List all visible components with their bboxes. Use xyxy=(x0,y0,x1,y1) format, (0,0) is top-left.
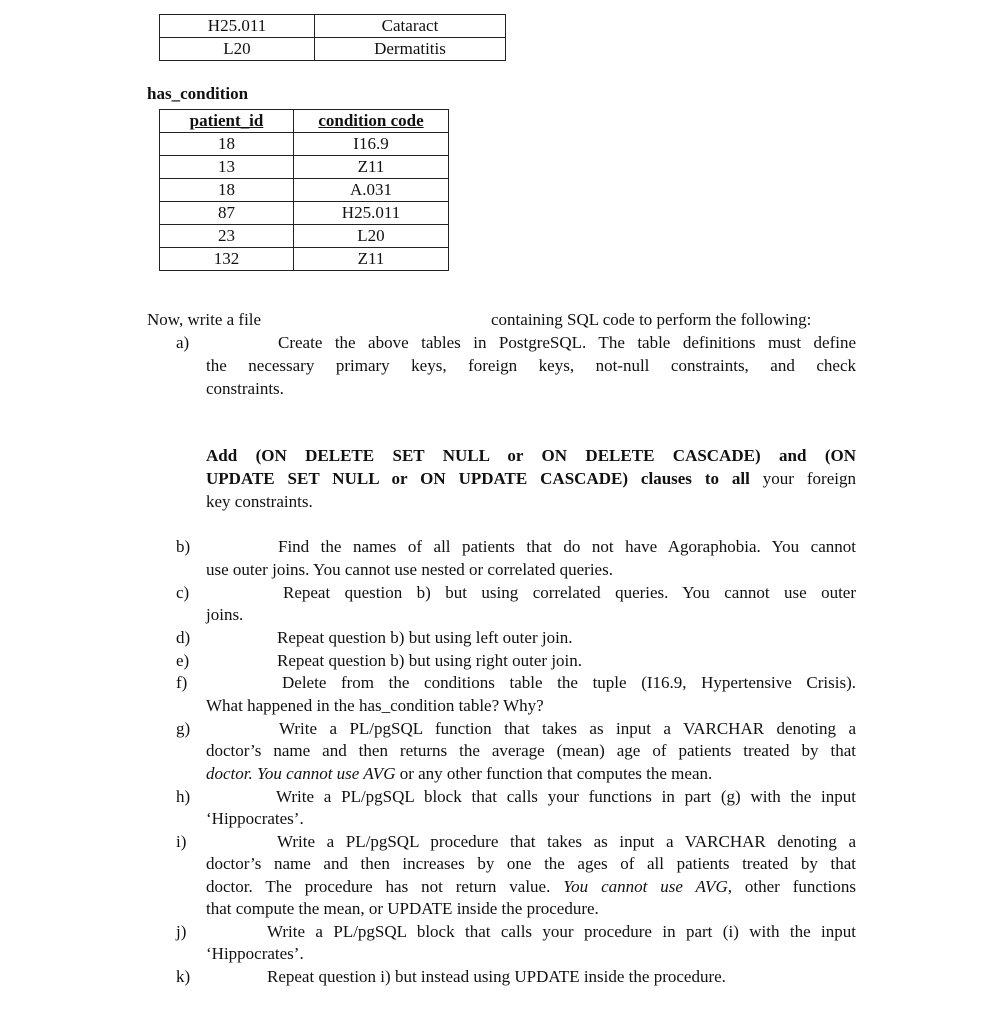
question-d-line1: Repeat question b) but using left outer join. xyxy=(277,628,573,647)
table-cell: 87 xyxy=(160,202,294,225)
table-cell: 18 xyxy=(160,179,294,202)
table-cell: 132 xyxy=(160,248,294,271)
column-header: patient_id xyxy=(160,110,294,133)
question-c-line2: joins. xyxy=(206,605,244,624)
question-i-label: i) xyxy=(176,832,187,851)
table-cell: I16.9 xyxy=(294,133,449,156)
question-c-line1: Repeat question b) but using correlated queries. You cannot use outer xyxy=(283,583,856,602)
table-row xyxy=(160,179,449,202)
table-cell: 23 xyxy=(160,225,294,248)
question-b-line2: use outer joins. You cannot use nested or correlated queries. xyxy=(206,560,613,579)
table-cell: L20 xyxy=(294,225,449,248)
plain-text: doctor. The procedure has not return value. xyxy=(206,877,564,896)
question-e-line1: Repeat question b) but using right outer join. xyxy=(277,651,583,670)
table-row xyxy=(160,38,506,61)
table-cell: 13 xyxy=(160,156,294,179)
conditions-table xyxy=(159,14,506,61)
question-h-line2: ‘Hippocrates’. xyxy=(206,809,304,828)
table-row xyxy=(160,202,449,225)
table-row xyxy=(160,156,449,179)
question-c-label: c) xyxy=(176,583,190,602)
table-cell: Z11 xyxy=(294,248,449,271)
has-condition-table xyxy=(159,109,449,271)
question-g-label: g) xyxy=(176,719,191,738)
table-cell: H25.011 xyxy=(294,202,449,225)
table-cell: 18 xyxy=(160,133,294,156)
table-row xyxy=(160,133,449,156)
question-d-label: d) xyxy=(176,628,191,647)
table-cell: L20 xyxy=(160,38,315,61)
question-i-line3 xyxy=(206,876,856,898)
question-a-note-line1: Add (ON DELETE SET NULL or ON DELETE CASCADE) and (ON xyxy=(206,446,856,465)
question-e-label: e) xyxy=(176,651,190,670)
plain-text: , other functions xyxy=(727,877,857,896)
question-k-line1: Repeat question i) but instead using UPDATE inside the procedure. xyxy=(267,967,726,986)
note-bold-text: UPDATE SET NULL or ON UPDATE CASCADE) clauses to all xyxy=(206,469,750,488)
plain-text: or any other function that computes the mean. xyxy=(395,764,713,783)
table-cell: Z11 xyxy=(294,156,449,179)
question-i-line2: doctor’s name and then increases by one the ages of all patients treated by that xyxy=(206,854,856,873)
table-row xyxy=(160,15,506,38)
question-a-line1: Create the above tables in PostgreSQL. The table definitions must define xyxy=(278,333,856,352)
table-cell: Dermatitis xyxy=(315,38,506,61)
table-cell: H25.011 xyxy=(160,15,315,38)
question-h-line1: Write a PL/pgSQL block that calls your functions in part (g) with the input xyxy=(276,787,856,806)
question-h-label: h) xyxy=(176,787,191,806)
table-header-row xyxy=(160,110,449,133)
question-f-line2: What happened in the has_condition table? Why? xyxy=(206,696,544,715)
italic-text: You cannot use AVG xyxy=(563,877,728,896)
intro-left: Now, write a file xyxy=(147,310,262,329)
question-i-line4: that compute the mean, or UPDATE inside the procedure. xyxy=(206,899,599,918)
question-a-note-line2 xyxy=(206,468,856,490)
intro-right: containing SQL code to perform the following: xyxy=(491,310,812,329)
question-b-line1: Find the names of all patients that do not have Agoraphobia. You cannot xyxy=(278,537,856,556)
table-row xyxy=(160,225,449,248)
question-k-label: k) xyxy=(176,967,191,986)
table-row xyxy=(160,248,449,271)
question-j-line1: Write a PL/pgSQL block that calls your procedure in part (i) with the input xyxy=(267,922,856,941)
question-j-label: j) xyxy=(176,922,187,941)
question-j-line2: ‘Hippocrates’. xyxy=(206,944,304,963)
question-a-line2: the necessary primary keys, foreign keys, not-null constraints, and check xyxy=(206,356,856,375)
question-f-label: f) xyxy=(176,673,188,692)
question-f-line1: Delete from the conditions table the tuple (I16.9, Hypertensive Crisis). xyxy=(282,673,856,692)
table-cell: A.031 xyxy=(294,179,449,202)
question-a-label: a) xyxy=(176,333,190,352)
question-g-line2: doctor’s name and then returns the average (mean) age of patients treated by that xyxy=(206,741,856,760)
question-g-line3 xyxy=(206,763,712,785)
column-header: condition code xyxy=(294,110,449,133)
question-a-line3: constraints. xyxy=(206,379,284,398)
note-rest-text: your foreign xyxy=(749,469,856,488)
question-i-line1: Write a PL/pgSQL procedure that takes as input a VARCHAR denoting a xyxy=(277,832,856,851)
question-g-line1: Write a PL/pgSQL function that takes as input a VARCHAR denoting a xyxy=(279,719,856,738)
table-cell: Cataract xyxy=(315,15,506,38)
italic-text: doctor. You cannot use AVG xyxy=(206,764,396,783)
has-condition-title: has_condition xyxy=(147,84,249,103)
question-b-label: b) xyxy=(176,537,191,556)
question-a-note-line3: key constraints. xyxy=(206,492,313,511)
